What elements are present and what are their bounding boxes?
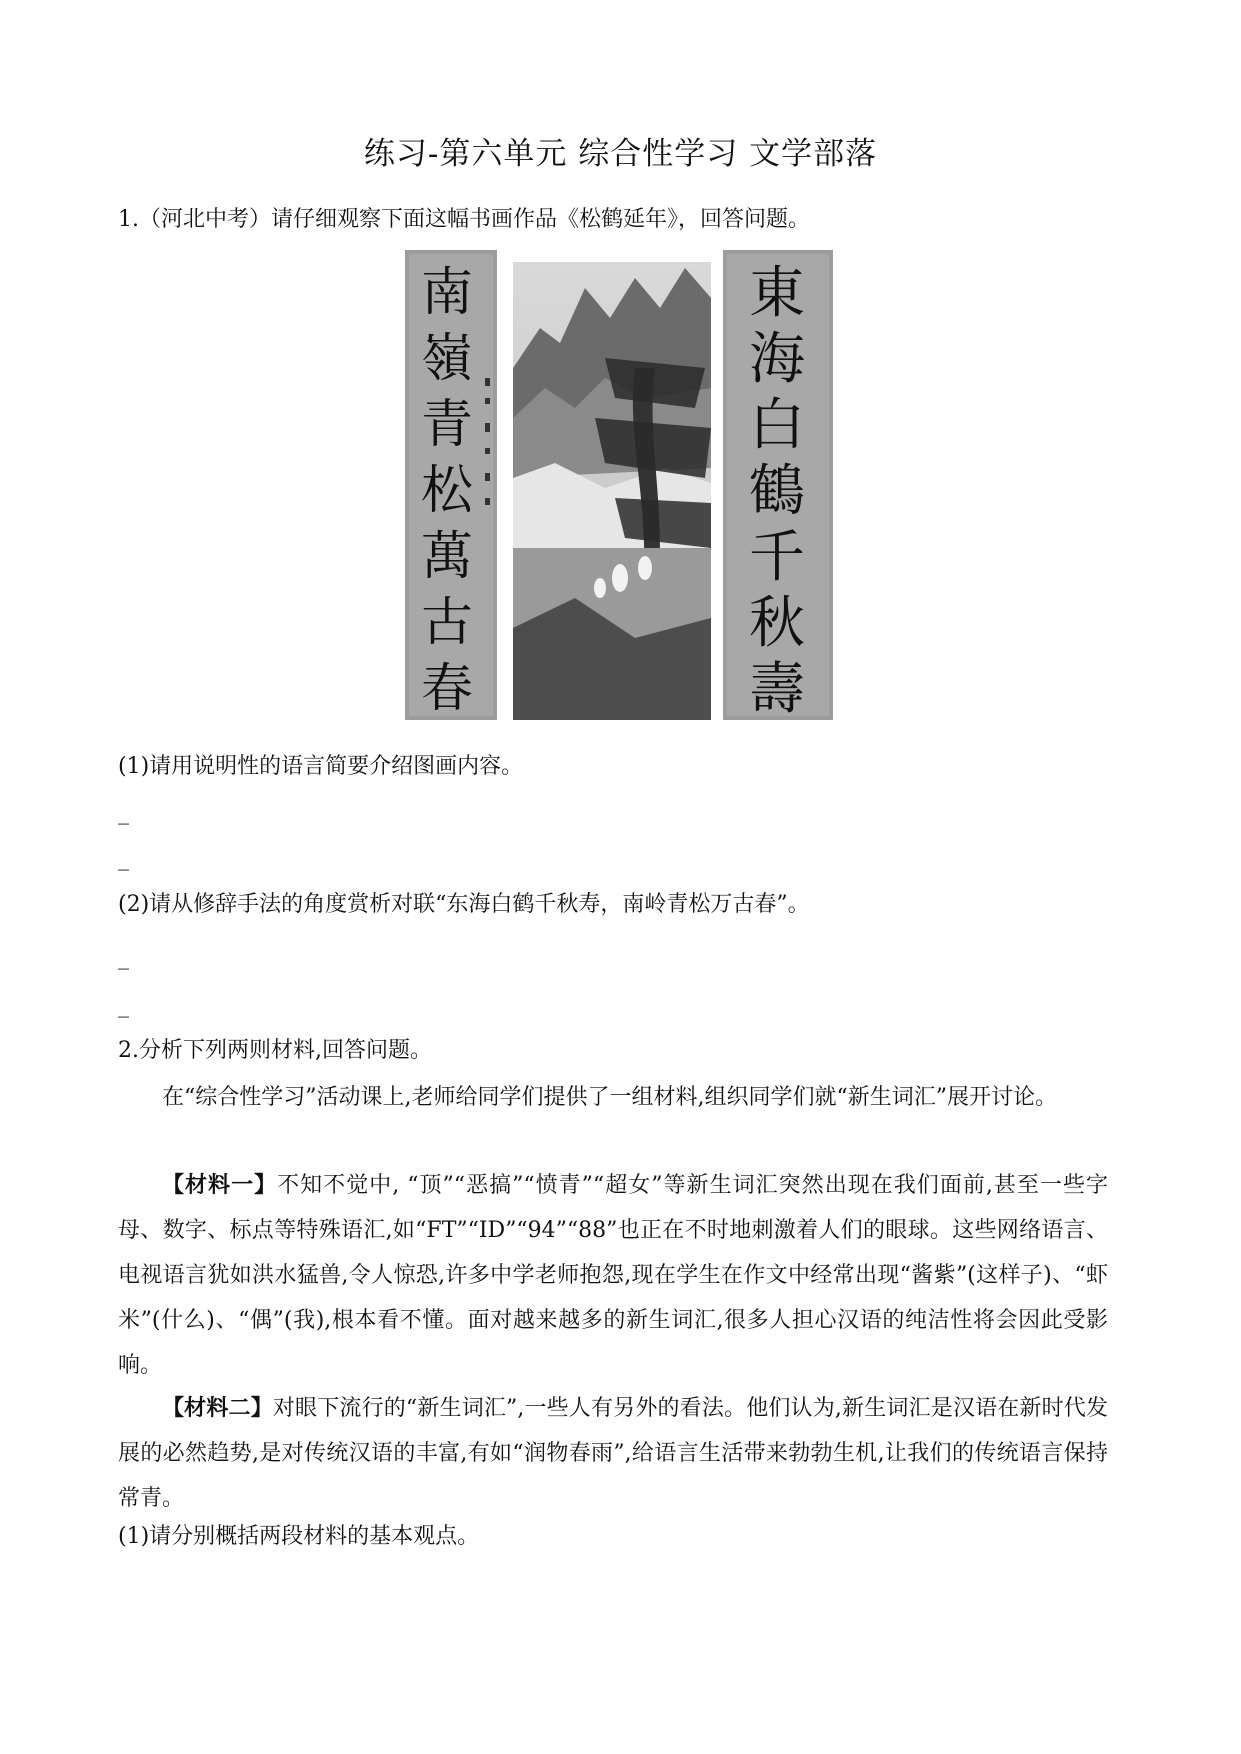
left-couplet-char-1: 南	[420, 263, 474, 323]
question-1-sub-2: (2)请从修辞手法的角度赏析对联“东海白鹤千秋寿，南岭青松万古春”。	[118, 892, 810, 917]
right-couplet-char-5: 千	[749, 525, 805, 590]
answer-blank-2[interactable]: _	[118, 846, 129, 871]
right-couplet-char-3: 白	[749, 393, 805, 458]
right-couplet-char-4: 鶴	[749, 459, 805, 524]
page-title: 练习-第六单元 综合性学习 文学部落	[363, 136, 878, 172]
right-couplet-char-1: 東	[749, 261, 805, 326]
left-couplet-char-4: 松	[420, 461, 474, 521]
answer-blank-1[interactable]: _	[118, 800, 129, 825]
left-couplet-char-3: 青	[420, 395, 474, 455]
left-couplet-char-6: 古	[420, 593, 474, 653]
left-couplet-char-5: 萬	[420, 527, 474, 587]
material-1	[118, 1163, 1108, 1388]
question-2-intro: 在“综合性学习”活动课上,老师给同学们提供了一组材料,组织同学们就“新生词汇”展开讨论。	[162, 1085, 1057, 1110]
material-1-text: 不知不觉中, “顶”“恶搞”“愤青”“超女”等新生词汇突然出现在我们面前,甚至一些字母、数字、标点等特殊语汇,如“FT”“ID”“94”“88”也正在不时地刺激着人们的眼球。这些网络语言、电视语言犹如洪水猛兽,令人惊恐,许多中学老师抱怨,现在学生在作文中经常出现“酱紫”(这样子)、“虾米”(什么)、“偶”(我),根本看不懂。面对越来越多的新生词汇,很多人担心汉语的纯洁性将会因此受影响。	[118, 1173, 1108, 1378]
material-2	[118, 1386, 1108, 1521]
right-couplet-char-6: 秋	[749, 591, 805, 656]
left-couplet-char-7: 春	[420, 659, 474, 719]
left-couplet-char-2: 嶺	[420, 329, 474, 389]
material-2-label: 【材料二】	[162, 1395, 273, 1421]
question-1-sub-1: (1)请用说明性的语言简要介绍图画内容。	[118, 754, 524, 779]
answer-blank-3[interactable]: _	[118, 945, 129, 970]
right-couplet-char-2: 海	[749, 327, 805, 392]
painting-song-he-yan-nian	[405, 248, 835, 723]
question-1-stem: 1.（河北中考）请仔细观察下面这幅书画作品《松鹤延年》，回答问题。	[118, 207, 810, 232]
question-2-sub-1: (1)请分别概括两段材料的基本观点。	[118, 1524, 480, 1549]
material-2-text: 对眼下流行的“新生词汇”,一些人有另外的看法。他们认为,新生词汇是汉语在新时代发展的必然趋势,是对传统汉语的丰富,有如“润物春雨”,给语言生活带来勃勃生机,让我们的传统语言保持常青。	[118, 1396, 1108, 1511]
answer-blank-4[interactable]: _	[118, 993, 129, 1018]
material-1-label: 【材料一】	[162, 1172, 278, 1198]
right-couplet-char-7: 壽	[749, 657, 805, 722]
question-2-stem: 2.分析下列两则材料,回答问题。	[118, 1038, 432, 1063]
